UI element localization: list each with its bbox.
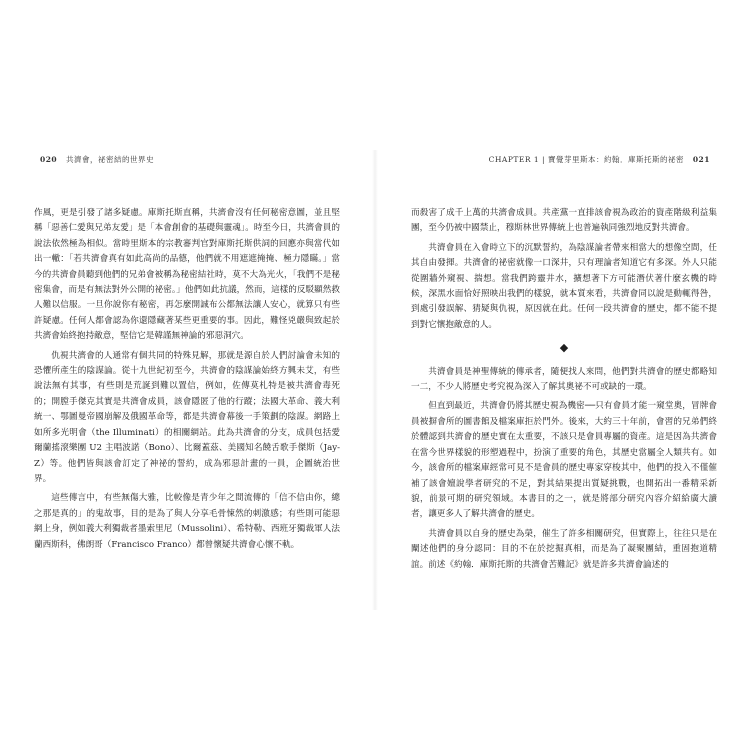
paragraph: 共濟會員是神聖傳統的傳承者，隨便找人來問，他們對共濟會的歷史都略知一二，不少人將歷史考究視為深入了解其奧祕不可或缺的一環。 — [411, 366, 717, 393]
section-break-diamond-icon: ◆ — [559, 341, 569, 355]
right-body-text — [411, 206, 717, 577]
paragraph: 而殺害了成千上萬的共濟會成員。共產黨一直排該會視為政治的資產階級利益集團，至今仍被中國禁止，穆斯林世界傳統上也普遍執同強烈地反對共濟會。 — [411, 208, 717, 234]
paragraph: 共濟會員以自身的歷史為榮，催生了許多相關研究，但實際上，往往只是在闡述他們的身分認同：目的不在於挖掘真相，而是為了凝聚團結，重固抱道精誼。前述《約翰．庫斯托斯的共濟會苦難記》就是許多共濟會論述的 — [411, 528, 717, 570]
paragraph: 仇視共濟會的人通常有個共同的特殊見解，那就是源自於人們討論會未知的恐懼所產生的陰謀論。從十九世紀初至今，共濟會的陰謀論始終方興未艾，有些說法無有其事，有些則是荒誕到難以置信，例如，佐傳莫札特是被共濟會毒死的；開膛手傑克其實是共濟會成員，該會隱匿了他的行蹤；法國大革命、義大利統一、鄂圖曼帝國崩解及俄國革命等，都是共濟會幕後一手策劃的陰謀。網路上如所多光明會（the Illuminati）的相關網站。此為共濟會的分支，成員包括愛爾蘭搖滾樂團 U2 主唱波諾（Bono）、比爾蓋茲、美國知名饒舌歌手傑斯（Jay-Z）等。他們皆與該會訂定了神祕的誓約，成為邪惡計畫的一員，企圖統治世界。 — [34, 350, 340, 484]
right-page — [375, 0, 750, 750]
right-running-head-title: CHAPTER 1 | 寶覺芽里斯本：約翰．庫斯托斯的祕密 — [488, 155, 684, 164]
paragraph: 這些傳言中，有些無傷大雅，比較像是青少年之間流傳的「信不信由你，總之那是真的」的鬼故事，目的是為了與人分享毛骨悚然的刺激感；有些則可能惡網上身，例如義大利獨裁者墨索里尼（Mussolini）、希特勒、西班牙獨裁軍人法蘭西斯科，佛朗哥（Francisco Franco）都曾懷疑共濟會心懷不軌。 — [34, 493, 340, 550]
left-running-header — [34, 154, 154, 165]
paragraph: 但直到最近，共濟會仍將其歷史視為機密──只有會員才能一窺堂奧，冒牌會員被摒會所的圖書館及檔案庫拒於門外。後來，大約三十年前，會習的兄弟們終於體認到共濟會的歷史實在太重要，不該只是會員專屬的資產。這是因為共濟會在當今世界樣貌的形塑過程中，扮演了重要的角色，其歷史當屬全人類共有。如今，該會所的檔案庫經常可見不是會員的歷史專家穿梭其中，他們的投入不僅催補了該會嬗說學者研究的不足，對其結果提出質疑挑戰，也開拓出一番精采新貌，前景可期的研究領域。本書目的之一，就是將部分研究內容介紹給廣大讀者，讓更多人了解共濟會的歷史。 — [411, 401, 717, 520]
left-body-text — [34, 206, 340, 557]
right-page-number: 021 — [692, 155, 710, 164]
paragraph: 作風，更是引發了諸多疑慮。庫斯托斯直稱，共濟會沒有任何秘密意圖，並且堅稱「惡善仁愛與兄弟友愛」是「本會創會的基礎與靈魂」。時至今日，共濟會員的說法依然極為相似。當時里斯本的宗教審判官對庫斯托斯供詞的回應亦與當代如出一轍：「若共濟會真有如此高尚的品德，他們就不用遮遮掩掩、極力隱瞞。」當今的共濟會員聽到他們的兄弟會被稱為秘密結社時，莫不大為光火，「我們不是秘密集會，而是有無法對外公開的祕密。」他們如此抗議，然而，這樣的反駁顯然救人難以信服。一旦你說你有秘密，再怎麼開誠布公都無法讓人安心，就算只有些許疑慮。任何人都會認為你還隱藏著某些更重要的事。因此，難怪兇嚴與致起於共濟會始終抱持敵意，堅信它是韓謹無神論的邪惡洞穴。 — [34, 208, 340, 342]
left-running-head-title: 共濟會，祕密結的世界史 — [66, 155, 155, 164]
paragraph: 共濟會員在入會時立下的沉默誓約，為陰謀論者帶來相當大的想像空間，任其自由發揮。共濟會的祕密就像一口深井，只有理論者知道它有多深。外人只能從圍牆外窺視、揣想。當我們跨靈井水，擴想著下方可能潛伏著什麼玄機的時候，深黑水面恰好照映出我們的樣貌，就本質來看，共濟會同以說是動輒得咎，到處引發誤解、猜疑與仇視，原因就在此。任何一段共濟會的歷史，都不能不提到對它懷抱敵意的人。 — [411, 242, 717, 330]
left-page-number: 020 — [40, 155, 58, 164]
right-running-header — [489, 154, 716, 165]
